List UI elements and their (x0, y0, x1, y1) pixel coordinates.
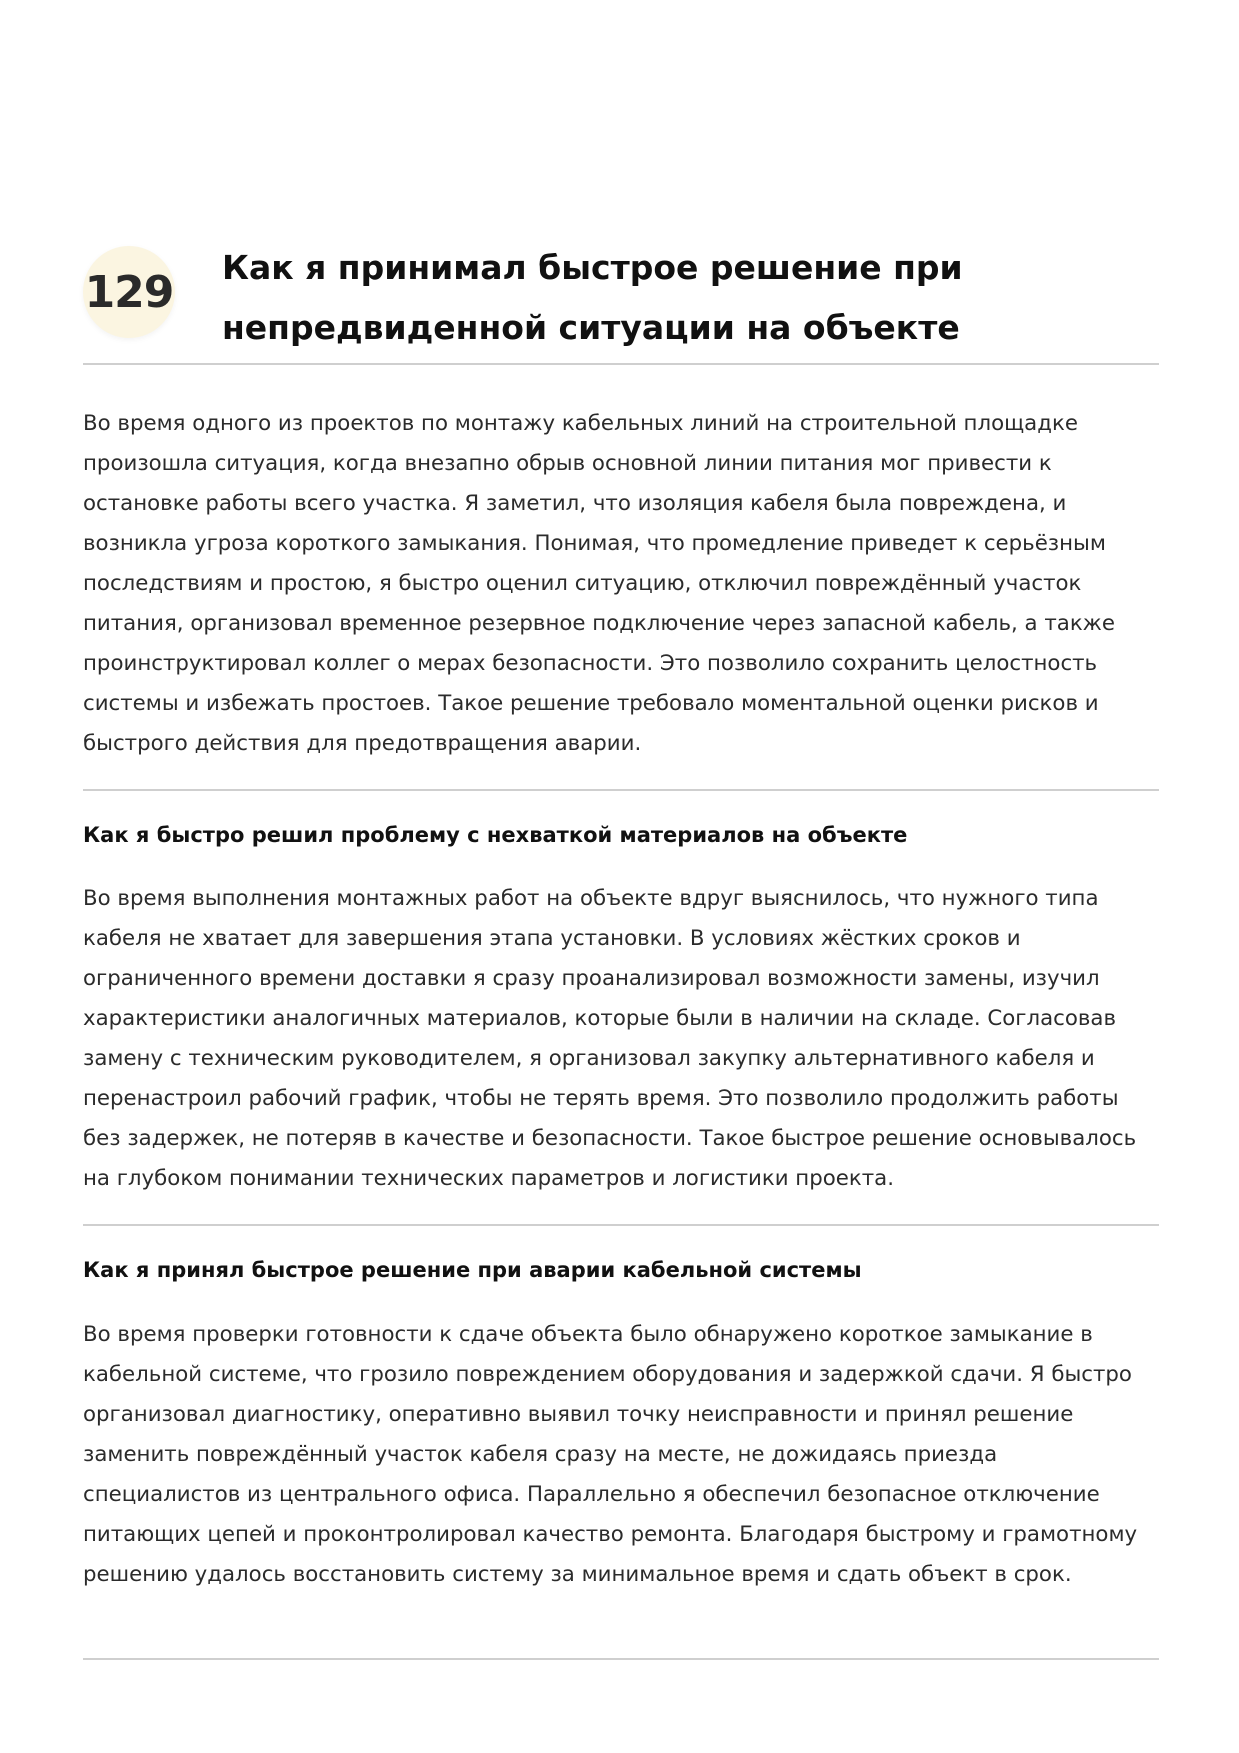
chapter-title (222, 238, 1142, 358)
section-2-paragraph: Во время выполнения монтажных работ на объекте вдруг выяснилось, что нужного типа кабеля не хватает для завершения этапа установки. В условиях жёстких сроков и ограниченного времени доставки я сразу проанализировал возможности замены, изучил характеристики аналогичных материалов, которые были в наличии на складе. Согласовав замену с техническим руководителем, я организовал закупку альтернативного кабеля и перенастроил рабочий график, чтобы не терять время. Это позволило продолжить работы без задержек, не потеряв в качестве и безопасности. Такое быстрое решение основывалось на глубоком понимании технических параметров и логистики проекта. (83, 886, 1137, 1191)
section-1-paragraph: Во время одного из проектов по монтажу кабельных линий на строительной площадке произошла ситуация, когда внезапно обрыв основной линии питания мог привести к остановке работы всего участка. Я заметил, что изоляция кабеля была повреждена, и возникла угроза короткого замыкания. Понимая, что промедление приведет к серьёзным последствиям и простою, я быстро оценил ситуацию, отключил повреждённый участок питания, организовал временное резервное подключение через запасной кабель, а также проинструктировал коллег о мерах безопасности. Это позволило сохранить целостность системы и избежать простоев. Такое решение требовало моментальной оценки рисков и быстрого действия для предотвращения аварии. (83, 411, 1115, 756)
chapter-title-line-2: непредвиденной ситуации на объекте (222, 308, 960, 347)
section-divider (83, 1224, 1159, 1226)
section-3-heading: Как я принял быстрое решение при аварии кабельной системы (83, 1258, 862, 1282)
section-3-paragraph: Во время проверки готовности к сдаче объекта было обнаружено короткое замыкание в кабельной системе, что грозило повреждением оборудования и задержкой сдачи. Я быстро организовал диагностику, оперативно выявил точку неисправности и принял решение заменить повреждённый участок кабеля сразу на месте, не дожидаясь приезда специалистов из центрального офиса. Параллельно я обеспечил безопасное отключение питающих цепей и проконтролировал качество ремонта. Благодаря быстрому и грамотному решению удалось восстановить систему за минимальное время и сдать объект в срок. (83, 1322, 1138, 1587)
section-divider (83, 1658, 1159, 1660)
section-divider (83, 789, 1159, 791)
chapter-title-line-1: Как я принимал быстрое решение при (222, 248, 963, 287)
header-divider (83, 363, 1159, 365)
chapter-number-badge: 129 (83, 246, 175, 338)
section-2-heading: Как я быстро решил проблему с нехваткой материалов на объекте (83, 823, 908, 847)
chapter-header (83, 238, 1159, 364)
